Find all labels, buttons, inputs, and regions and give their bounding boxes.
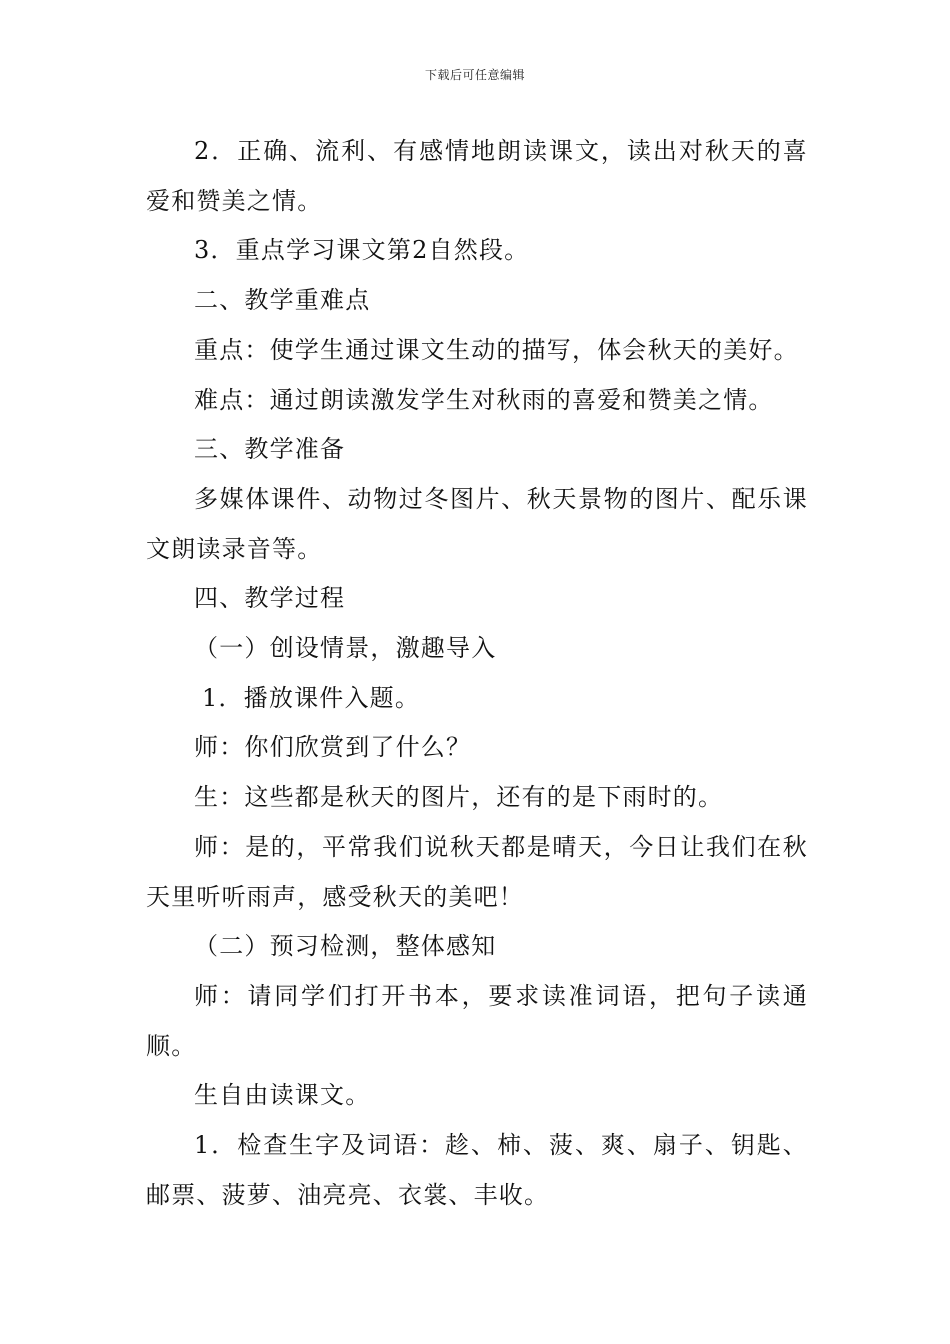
dialogue-teacher-2: 师：是的，平常我们说秋天都是晴天，今日让我们在秋天里听听雨声，感受秋天的美吧！ (146, 832, 808, 911)
paragraph-key-point: 重点：使学生通过课文生动的描写，体会秋天的美好。 (194, 335, 799, 364)
paragraph-free-reading: 生自由读课文。 (194, 1081, 371, 1110)
heading-key-difficult-points: 二、教学重难点 (194, 286, 371, 315)
heading-teaching-process: 四、教学过程 (194, 584, 346, 613)
paragraph-check-vocabulary: 1．检查生字及词语：趁、柿、菠、爽、扇子、钥匙、邮票、菠萝、油亮亮、衣裳、丰收。 (146, 1131, 808, 1209)
subheading-step-1: （一）创设情景，激趣导入 (194, 634, 497, 663)
paragraph-play-courseware: 1．播放课件入题。 (202, 683, 421, 712)
paragraph-difficult-point: 难点：通过朗读激发学生对秋雨的喜爱和赞美之情。 (194, 385, 774, 414)
paragraph-preparation: 多媒体课件、动物过冬图片、秋天景物的图片、配乐课文朗读录音等。 (146, 484, 808, 563)
dialogue-teacher-1: 师：你们欣赏到了什么？ (194, 733, 472, 762)
paragraph-objective-3: 3．重点学习课文第2自然段。 (194, 236, 530, 265)
subheading-step-2: （二）预习检测，整体感知 (194, 932, 497, 961)
document-body (146, 127, 808, 1220)
paragraph-objective-2: 2．正确、流利、有感情地朗读课文，读出对秋天的喜爱和赞美之情。 (146, 137, 808, 215)
page-header-note: 下载后可任意编辑 (424, 68, 525, 82)
dialogue-teacher-3: 师：请同学们打开书本，要求读准词语，把句子读通顺。 (146, 981, 808, 1060)
dialogue-student-1: 生：这些都是秋天的图片，还有的是下雨时的。 (194, 783, 724, 812)
heading-teaching-preparation: 三、教学准备 (194, 435, 346, 464)
